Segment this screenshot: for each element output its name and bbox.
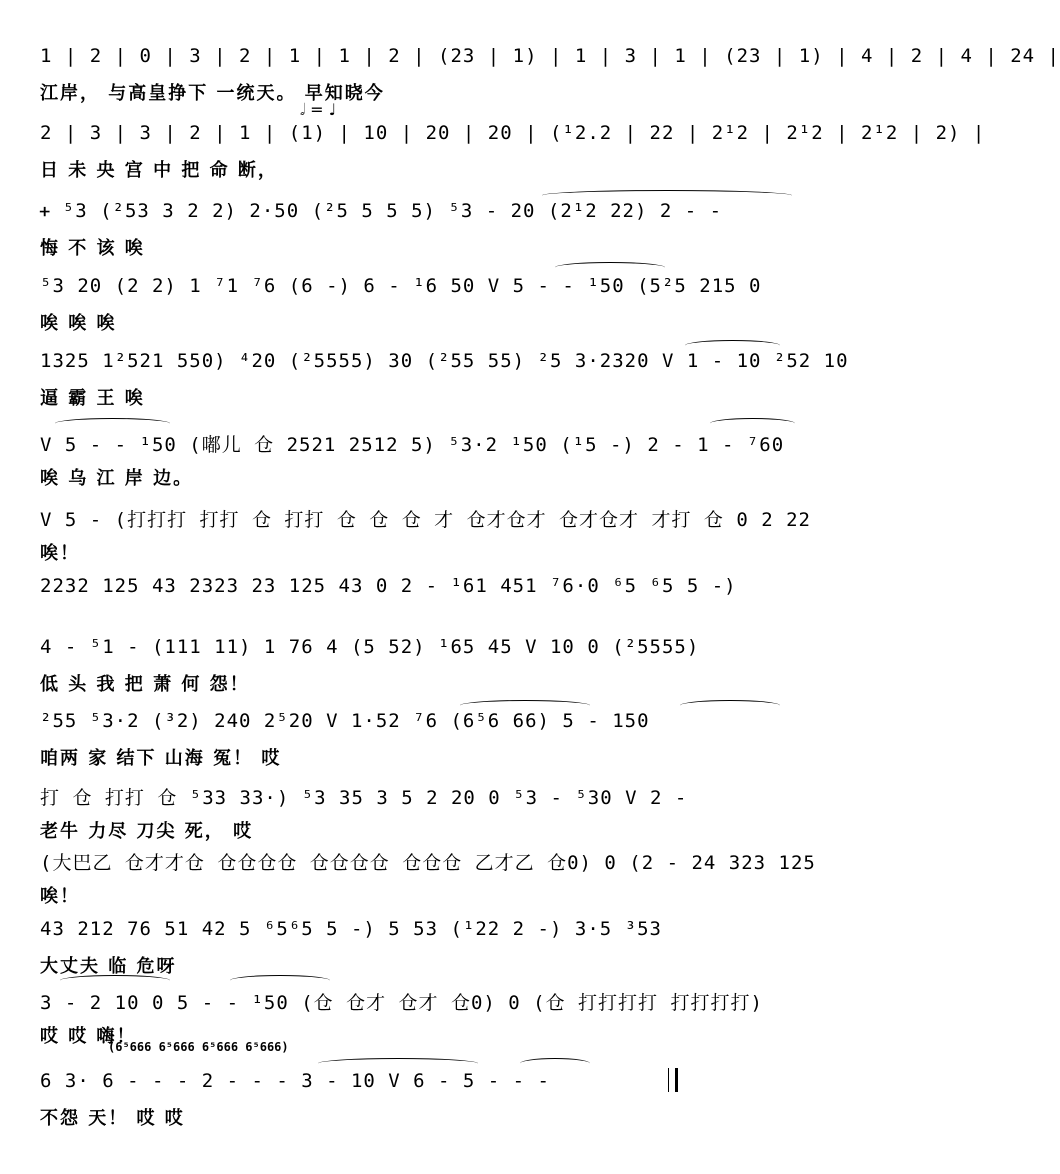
notation: 43 212 76 51 42 5 ⁶5⁶5 5 -) 5 53 (¹22 2 -) 3·5 ³53 — [40, 918, 662, 940]
notation: V 5 - (打打打 打打 仓 打打 仓 仓 仓 才 仓才仓才 仓才仓才 才打 仓 0 2 22 — [40, 509, 811, 531]
slur-mark — [542, 190, 792, 201]
notation: 打 仓 打打 仓 ⁵33 33·) ⁵3 35 3 5 2 20 0 ⁵3 - ⁵30 V 2 - — [40, 787, 688, 809]
notation: ᚐ ⁵3 (²53 3 2 2) 2·50 (²5 5 5 5) ⁵3 - 20 (2¹2 22) 2 - - — [40, 200, 723, 222]
notation: ⁵3 20 (2 2) 1 ⁷1 ⁷6 (6 -) 6 - ¹6 50 V 5 - - ¹50 (5²5 215 0 — [40, 275, 762, 297]
lyrics: 江岸， 与高皇挣下 一统天。 早知晓今 — [40, 83, 385, 104]
score-line-6 — [40, 430, 817, 510]
lyrics: 唉 乌 江 岸 边。 — [40, 468, 194, 489]
slur-mark — [710, 418, 795, 429]
notation: 2232 125 43 2323 23 125 43 0 2 - ¹61 451 ⁷6·0 ⁶5 ⁶5 5 -) — [40, 575, 737, 597]
lyrics: 唉 唉 唉 — [40, 313, 117, 334]
notation: V 5 - - ¹50 (嘟儿 仓 2521 2512 5) ⁵3·2 ¹50 (¹5 -) 2 - 1 - ⁷60 — [40, 434, 785, 456]
lyrics: 低 头 我 把 萧 何 怨！ — [40, 674, 250, 695]
slur-mark — [460, 700, 590, 711]
slur-mark — [520, 1058, 590, 1069]
lyrics: 哎 哎 嗨！ — [40, 1026, 137, 1047]
score-line-1 — [40, 45, 1060, 125]
slur-mark — [230, 975, 330, 986]
notation: 4 - ⁵1 - (111 11) 1 76 4 (5 52) ¹65 45 V 10 0 (²5555) — [40, 636, 700, 658]
notation: 6 3· 6 - - - 2 - - - 3 - 10 V 6 - 5 - - - — [40, 1070, 550, 1092]
lyrics: 逼 霸 王 唉 — [40, 388, 145, 409]
slur-mark — [555, 262, 665, 273]
notation: 2 | 3 | 3 | 2 | 1 | (1) | 10 | 20 | 20 | (¹2.2 | 22 | 2¹2 | 2¹2 | 2¹2 | 2) | — [40, 122, 986, 144]
lyrics: 唉！ — [40, 543, 80, 564]
lyrics: 大丈夫 临 危呀 — [40, 956, 177, 977]
score-line-12 — [40, 848, 817, 928]
notation: ²55 ⁵3·2 (³2) 240 2⁵20 V 1·52 ⁷6 (6⁵6 66) 5 - 150 — [40, 710, 650, 732]
slur-mark — [685, 340, 780, 351]
lyrics: 悔 不 该 唉 — [40, 238, 145, 259]
lyrics: 咱两 家 结下 山海 冤！ 哎 — [40, 748, 282, 769]
lyrics: 日 未 央 宫 中 把 命 断， — [40, 160, 278, 181]
notation: 1 | 2 | 0 | 3 | 2 | 1 | 1 | 2 | (23 | 1) | 1 | 3 | 1 | (23 | 1) | 4 | 2 | 4 | 24 | — [40, 45, 1060, 67]
slur-mark — [318, 1058, 478, 1069]
score-line-3 — [40, 200, 817, 280]
slur-mark — [680, 700, 780, 711]
lyrics: 不怨 天！ 哎 哎 — [40, 1108, 185, 1129]
slur-mark — [60, 975, 170, 986]
score-line-14 — [40, 988, 817, 1068]
score-line-13 — [40, 918, 817, 998]
score-line-10 — [40, 710, 817, 790]
slur-mark — [55, 418, 170, 429]
notation: 3 - 2 10 0 5 - - ¹50 (仓 仓才 仓才 仓0) 0 (仓 打打打打 打打打打) — [40, 992, 763, 1014]
notation: 1325 1²521 550) ⁴20 (²5555) 30 (²55 55) ²5 3·2320 V 1 - 10 ²52 10 — [40, 350, 849, 372]
score-line-5 — [40, 350, 849, 430]
tempo-mark: 𝅗𝅥 = ♩ — [300, 100, 337, 119]
lyrics: 老牛 力尽 刀尖 死， 哎 — [40, 821, 254, 842]
score-line-15 — [40, 1070, 817, 1150]
ornament-text: (6⁵666 6⁵666 6⁵666 6⁵666) — [108, 1040, 289, 1054]
lyrics: 唉！ — [40, 886, 80, 907]
score-line-7 — [40, 505, 817, 585]
notation: (大巴乙 仓才才仓 仓仓仓仓 仓仓仓仓 仓仓仓 乙才乙 仓0) 0 (2 - 24 323 125 — [40, 852, 816, 874]
